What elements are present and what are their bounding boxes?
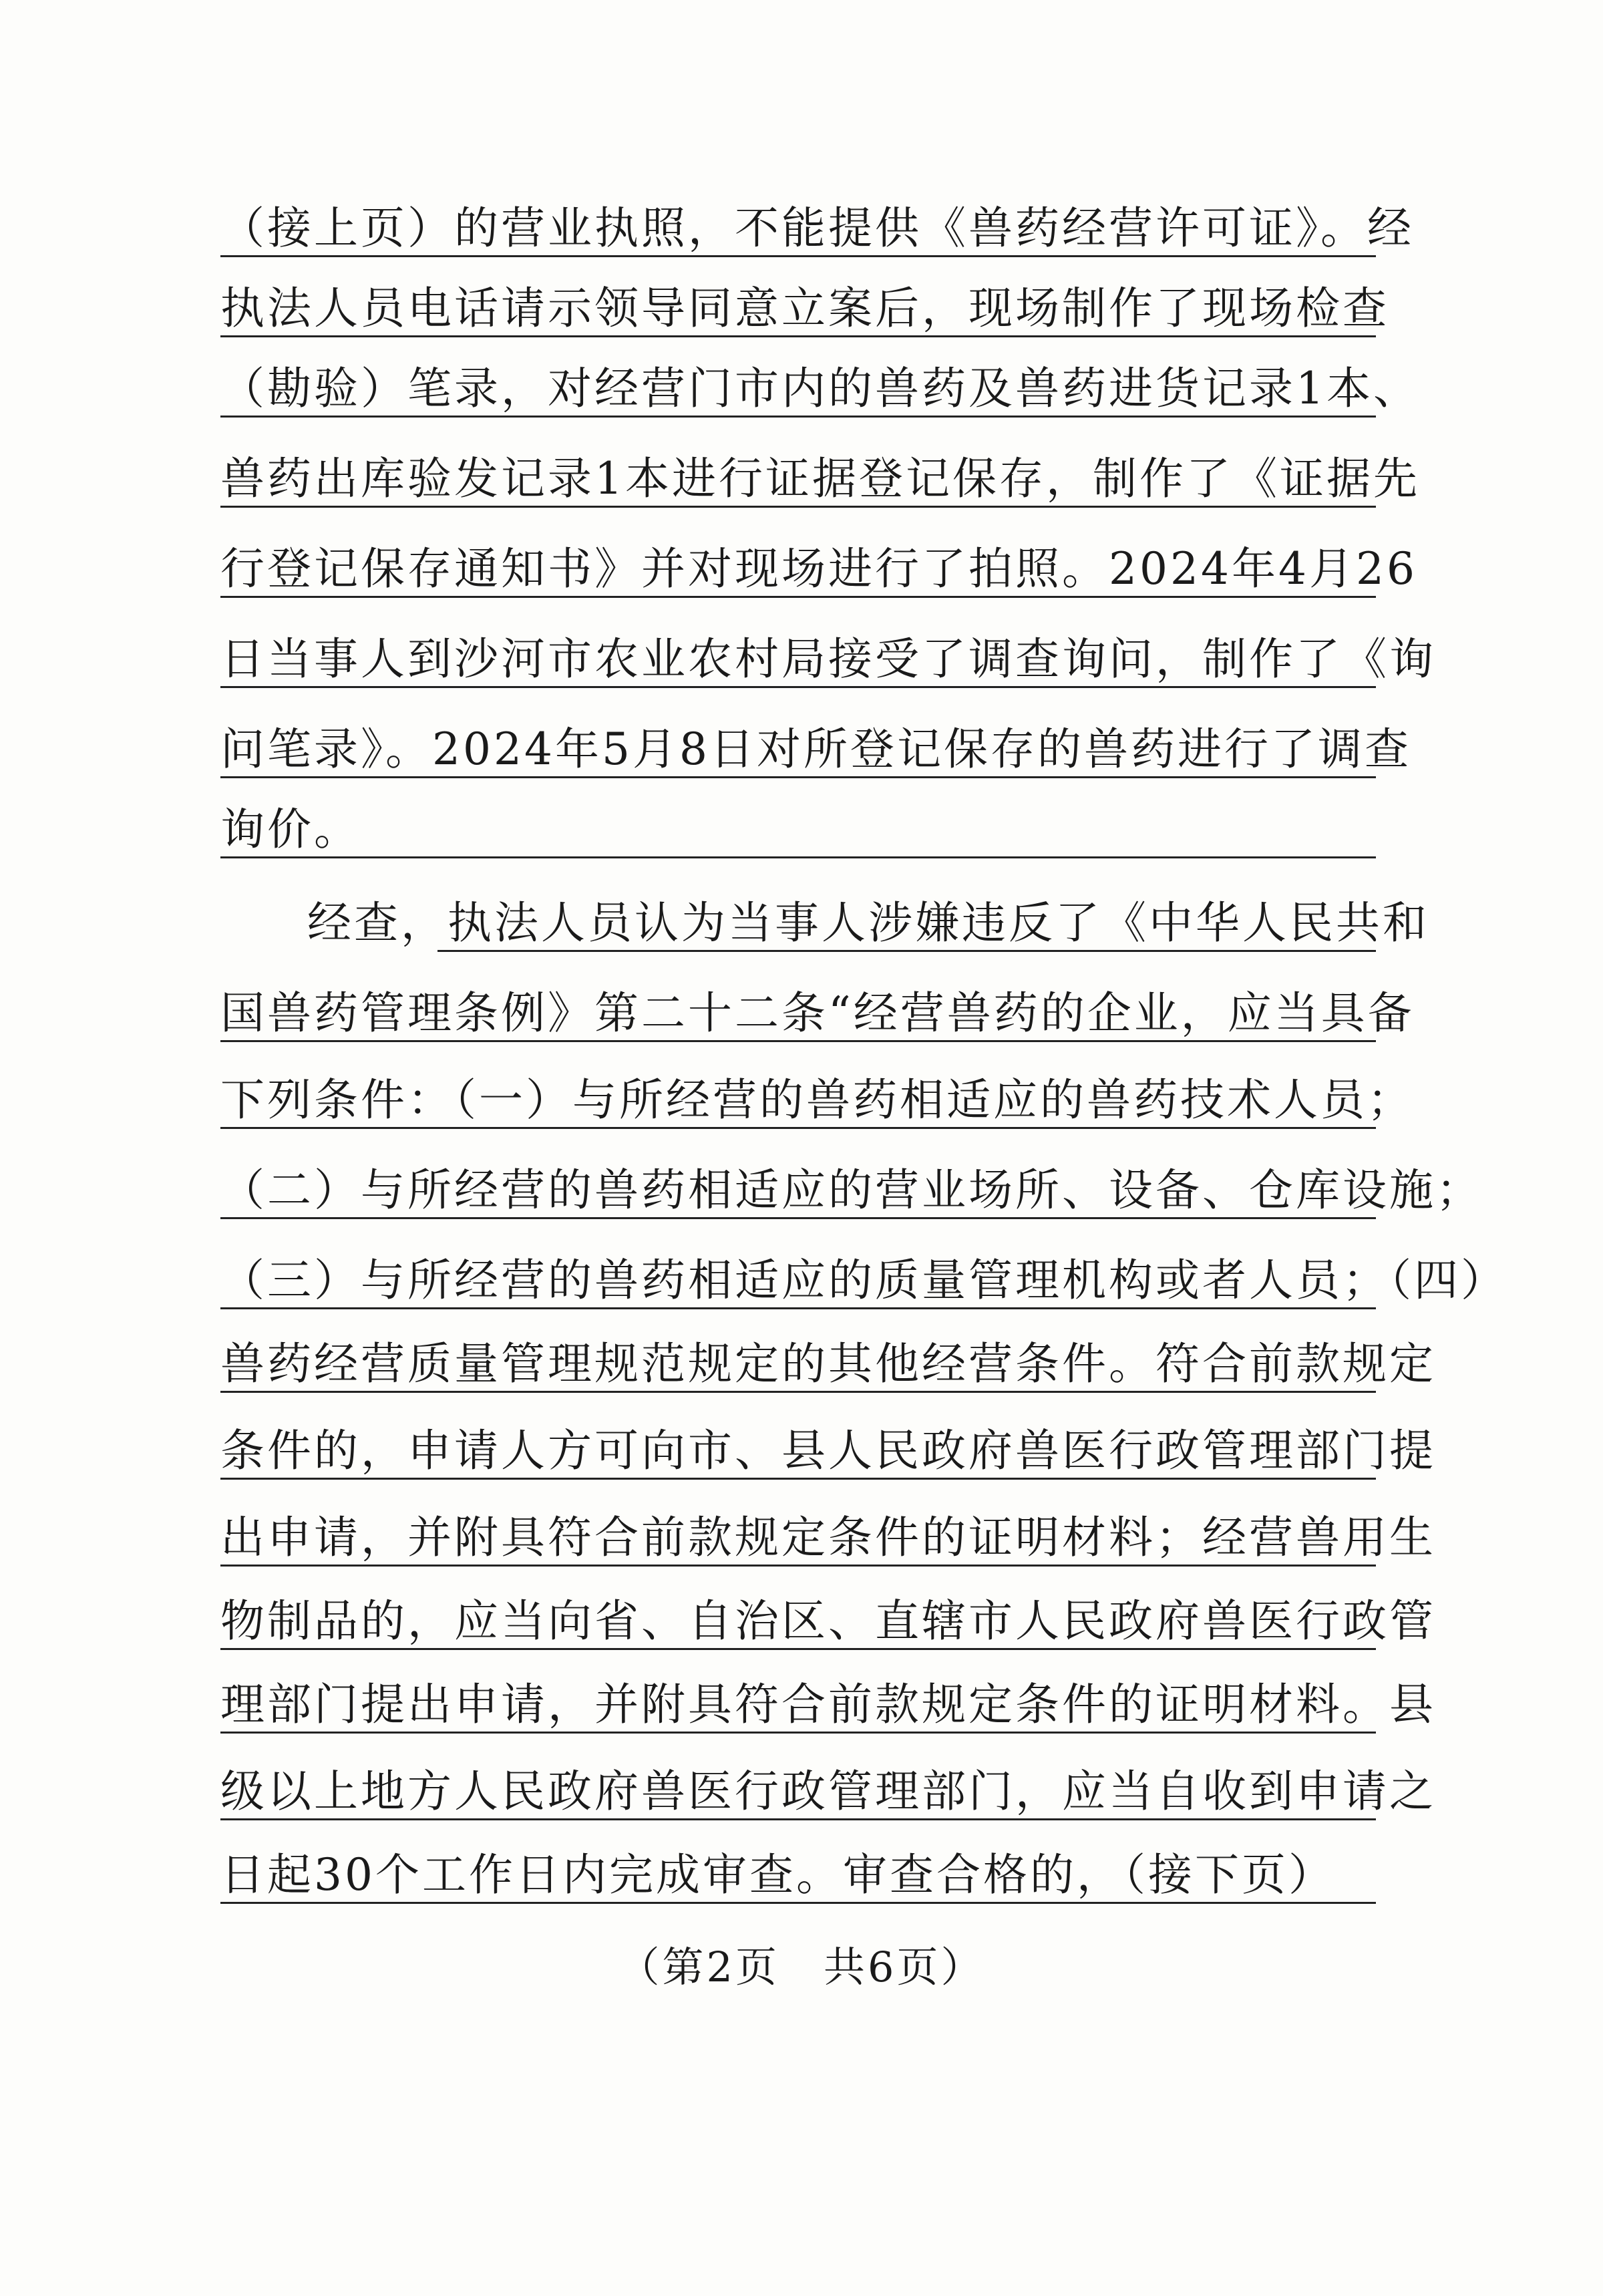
underline xyxy=(220,335,1376,337)
underline xyxy=(220,1818,1376,1820)
underline xyxy=(437,950,1376,952)
paragraph-lead: 经查， xyxy=(307,897,448,949)
text-line: 执法人员电话请示领导同意立案后，现场制作了现场检查 xyxy=(220,283,1389,334)
text-line: 级以上地方人民政府兽医行政管理部门，应当自收到申请之 xyxy=(220,1766,1436,1817)
underline xyxy=(220,1391,1376,1393)
text-line: 询价。 xyxy=(220,804,361,855)
underline xyxy=(220,1217,1376,1219)
underline xyxy=(220,686,1376,688)
text-line: （三）与所经营的兽药相适应的质量管理机构或者人员；（四） xyxy=(220,1255,1507,1306)
underline xyxy=(220,506,1376,508)
text-line: 出申请，并附具符合前款规定条件的证明材料；经营兽用生 xyxy=(220,1512,1436,1563)
text-line: 下列条件：（一）与所经营的兽药相适应的兽药技术人员； xyxy=(220,1074,1414,1126)
underline xyxy=(220,1732,1376,1734)
page-number: （第2页 共6页） xyxy=(618,1943,985,1991)
underline xyxy=(220,1565,1376,1567)
text-line: 国兽药管理条例》第二十二条“经营兽药的企业，应当具备 xyxy=(220,987,1415,1039)
text-line: 条件的，申请人方可向市、县人民政府兽医行政管理部门提 xyxy=(220,1425,1436,1476)
underline xyxy=(220,1648,1376,1650)
underline xyxy=(220,1307,1376,1309)
underline xyxy=(220,1127,1376,1129)
underline xyxy=(220,596,1376,598)
underline xyxy=(220,255,1376,257)
text-line: 物制品的，应当向省、自治区、直辖市人民政府兽医行政管 xyxy=(220,1595,1436,1647)
underline xyxy=(220,776,1376,778)
text-line: 行登记保存通知书》并对现场进行了拍照。2024年4月26 xyxy=(220,543,1417,595)
underline xyxy=(220,1478,1376,1480)
text-line: 理部门提出申请，并附具符合前款规定条件的证明材料。县 xyxy=(220,1679,1436,1730)
text-line: 日当事人到沙河市农业农村局接受了调查询问，制作了《询 xyxy=(220,633,1436,685)
text-line: 日起30个工作日内完成审查。审查合格的，（接下页） xyxy=(220,1849,1335,1901)
underline xyxy=(220,416,1376,418)
text-line-first xyxy=(307,895,1429,951)
text-line: （接上页）的营业执照，不能提供《兽药经营许可证》。经 xyxy=(220,202,1414,254)
text-line: 兽药经营质量管理规范规定的其他经营条件。符合前款规定 xyxy=(220,1338,1436,1389)
text-line: （勘验）笔录，对经营门市内的兽药及兽药进货记录1本、 xyxy=(220,363,1420,414)
paragraph-text: 执法人员认为当事人涉嫌违反了《中华人民共和 xyxy=(448,897,1429,949)
underline xyxy=(220,1902,1376,1904)
text-line: （二）与所经营的兽药相适应的营业场所、设备、仓库设施； xyxy=(220,1164,1483,1216)
text-line: 兽药出库验发记录1本进行证据登记保存，制作了《证据先 xyxy=(220,453,1420,504)
underline xyxy=(220,856,1376,858)
underline xyxy=(220,1040,1376,1042)
text-line: 问笔录》。2024年5月8日对所登记保存的兽药进行了调查 xyxy=(220,723,1411,775)
